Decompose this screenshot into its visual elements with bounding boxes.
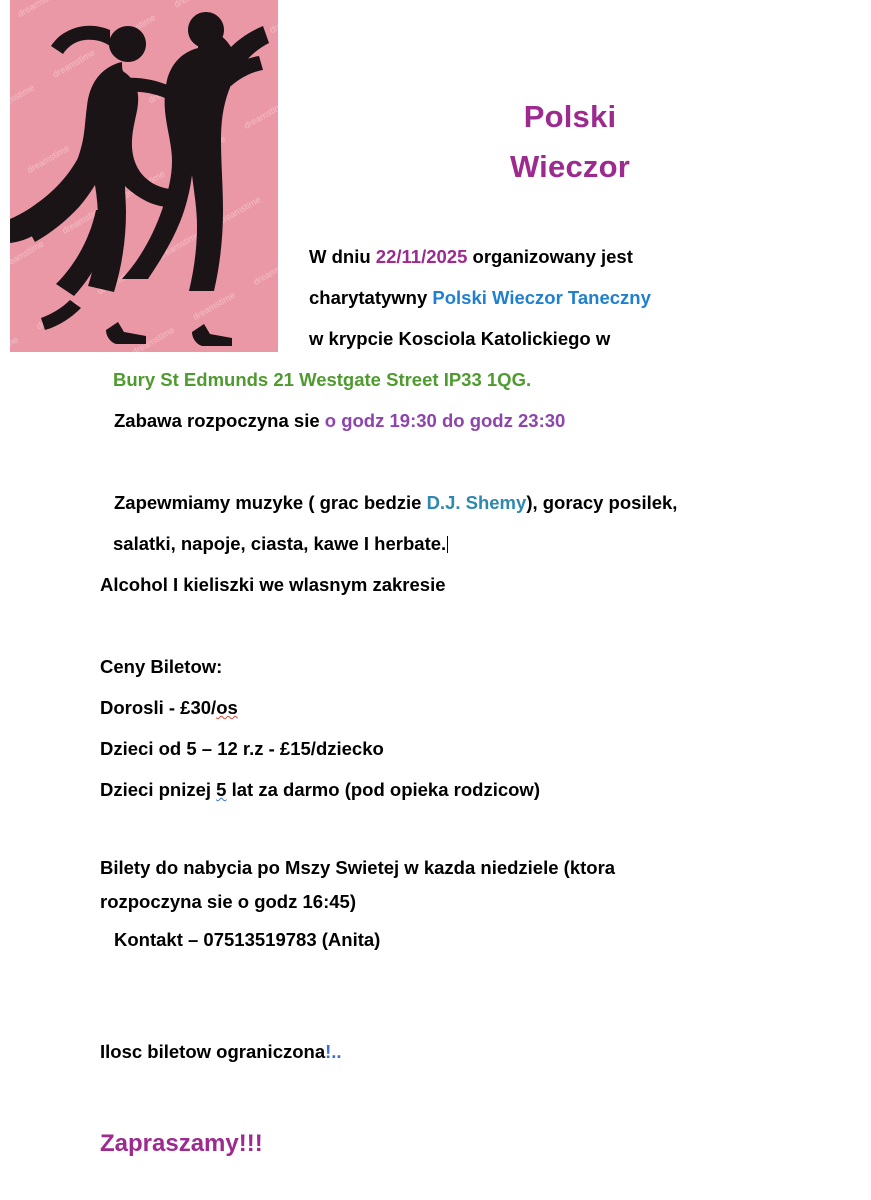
paragraph-2-line-1 <box>100 482 800 523</box>
charity-text: charytatywny <box>309 287 433 308</box>
paragraph-2-line-2 <box>100 523 800 564</box>
paragraph-1-line-2 <box>100 277 800 318</box>
spacer-6 <box>100 1072 800 1113</box>
contact-line: Kontakt – 07513519783 (Anita) <box>114 929 381 950</box>
start-label: Zabawa rozpoczyna sie <box>114 410 325 431</box>
spacer-4 <box>100 960 800 1001</box>
spacer-7 <box>100 1113 800 1123</box>
limited-text: Ilosc biletow ograniczona <box>100 1041 326 1062</box>
limited-availability <box>100 1031 800 1072</box>
title-line-1: Polski <box>523 99 617 134</box>
paragraph-1-line-3: w krypcie Kosciola Katolickiego w <box>309 328 611 349</box>
limited-mark: ! <box>325 1041 332 1062</box>
flyer-body <box>100 236 800 1164</box>
price-free-post: lat za darmo (pod opieka rodzicow) <box>226 779 540 800</box>
tickets-line-1: Bilety do nabycia po Mszy Swietej w kazda niedziele (ktora <box>100 857 616 878</box>
price-adults <box>100 687 800 728</box>
price-adults-suffix: os <box>216 697 238 718</box>
price-free-pre: Dzieci pnizej <box>100 779 217 800</box>
price-children: Dzieci od 5 – 12 r.z - £15/dziecko <box>100 738 384 759</box>
price-adults-label: Dorosli - £30/ <box>100 697 217 718</box>
title-line-2: Wieczor <box>510 149 630 184</box>
spacer-3 <box>100 810 800 851</box>
event-name: Polski Wieczor Taneczny <box>432 287 651 308</box>
food-list: salatki, napoje, ciasta, kawe I herbate. <box>113 533 447 554</box>
text-cursor <box>447 536 448 553</box>
music-text-2: ), goracy posilek, <box>526 492 678 513</box>
intro-text-2: organizowany jest <box>467 246 633 267</box>
prices-heading: Ceny Biletow: <box>100 656 223 677</box>
paragraph-2-line-3: Alcohol I kieliszki we wlasnym zakresie <box>100 574 446 595</box>
tickets-line-2: rozpoczyna sie o godz 16:45) <box>100 891 356 912</box>
start-time: o godz 19:30 do godz 23:30 <box>324 410 566 431</box>
spacer-2 <box>100 605 800 646</box>
spacer-5 <box>100 1001 800 1031</box>
start-time-line <box>100 400 800 441</box>
limited-dots: .. <box>331 1041 342 1062</box>
dj-name: D.J. Shemy <box>426 492 527 513</box>
intro-text: W dniu <box>309 246 376 267</box>
closing-invitation: Zapraszamy!!! <box>100 1130 263 1157</box>
music-text: Zapewmiamy muzyke ( grac bedzie <box>114 492 427 513</box>
price-free <box>100 769 800 810</box>
paragraph-1-line-1 <box>100 236 800 277</box>
page-title <box>300 92 840 192</box>
event-date: 22/11/2025 <box>375 246 468 267</box>
venue-address: Bury St Edmunds 21 Westgate Street IP33 1QG. <box>113 369 532 390</box>
spacer-1 <box>100 441 800 482</box>
price-free-age: 5 <box>216 779 227 800</box>
